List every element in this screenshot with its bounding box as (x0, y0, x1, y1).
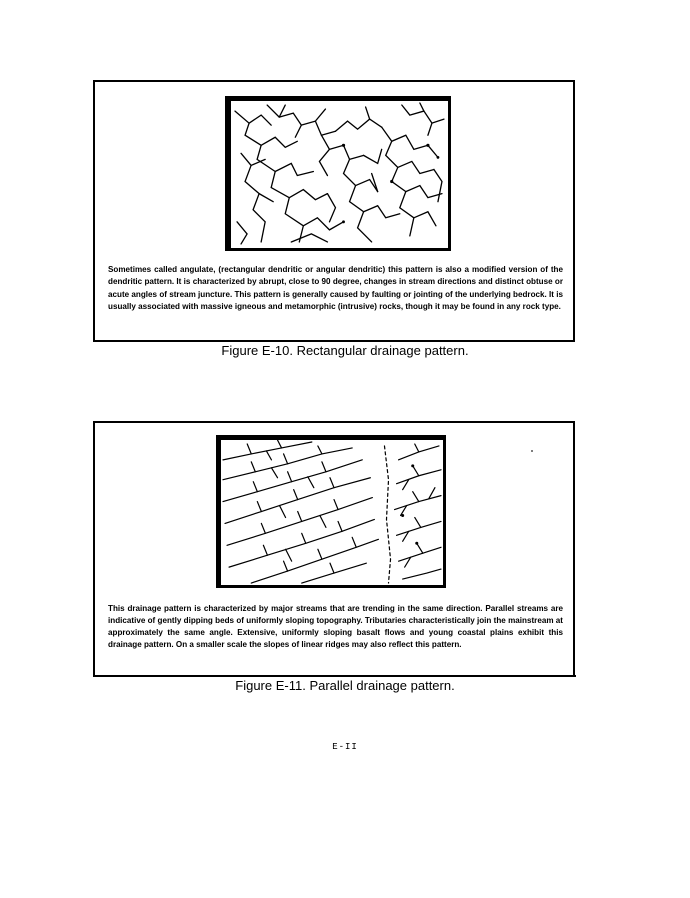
parallel-drainage-drawing (221, 440, 443, 585)
figure-e10-panel (93, 80, 575, 342)
rectangular-drainage-map (225, 96, 451, 251)
figure-e11-caption: Figure E-11. Parallel drainage pattern. (235, 678, 455, 693)
parallel-drainage-map (216, 435, 446, 588)
figure-e10-caption: Figure E-10. Rectangular drainage pattern. (221, 343, 469, 358)
page-number: E-II (332, 742, 358, 752)
figure-e11-panel (93, 421, 575, 677)
rectangular-drainage-drawing (231, 101, 448, 248)
panel-bottom-rule (110, 675, 576, 677)
figure-e11-description: This drainage pattern is characterized by major streams that are trending in the same direction. Parallel streams are indicative of gently dipping beds of uniformly sloping topography. Tributaries characteristically join the mainstream at approximately the same angle. Extensive, uniformly sloping basalt flows and young coastal plains exhibit this drainage pattern. On a smaller scale the slopes of linear ridges may also reflect this pattern. (108, 604, 563, 649)
figure-e10-description: Sometimes called angulate, (rectangular dendritic or angular dendritic) this pattern is also a modified version of the dendritic pattern. It is characterized by abrupt, close to 90 degree, changes in stream directions and distinct obtuse or acute angles of stream juncture. This pattern is generally caused by faulting or jointing of the underlying bedrock. It is usually associated with massive igneous and metamorphic (intrusive) rocks, though it may be found in any rock type. (108, 265, 563, 312)
scan-speck (531, 450, 533, 452)
